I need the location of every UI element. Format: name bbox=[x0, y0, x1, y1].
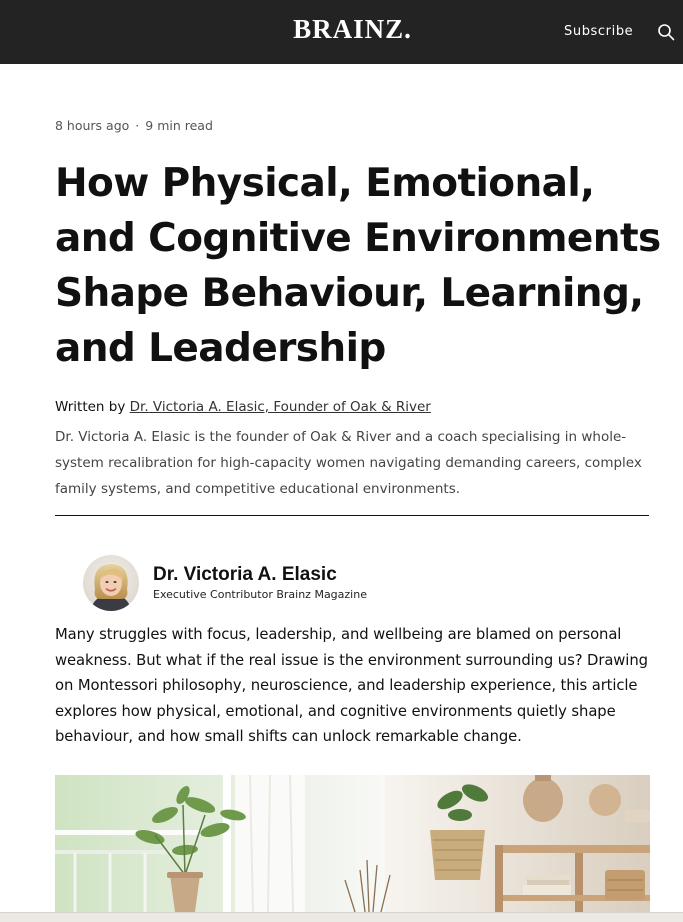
search-icon[interactable] bbox=[657, 23, 675, 41]
top-navigation-bar bbox=[0, 0, 683, 64]
author-link[interactable]: Dr. Victoria A. Elasic, Founder of Oak & River bbox=[129, 399, 431, 415]
article-meta bbox=[55, 118, 213, 133]
author-bio: Dr. Victoria A. Elasic is the founder of Oak & River and a coach specialising in whole-system recalibration for high-capacity women navigating demanding careers, complex family systems, and competitive educational environments. bbox=[55, 429, 642, 497]
byline-prefix: Written by bbox=[55, 399, 126, 415]
meta-separator: · bbox=[135, 118, 140, 133]
article-title: How Physical, Emotional, and Cognitive Environments Shape Behaviour, Learning, and Leadership bbox=[55, 161, 661, 371]
brainz-logo[interactable]: BRAINZ. bbox=[293, 14, 412, 44]
posted-time: 8 hours ago bbox=[55, 118, 130, 133]
article-lead: Many struggles with focus, leadership, and wellbeing are blamed on personal weakness. But what if the real issue is the environment surrounding us? Drawing on Montessori philosophy, neuroscience, and leadership experience, this article explores how physical, emotional, and cognitive environments quietly shape behaviour, and how small shifts can unlock remarkable change. bbox=[55, 626, 648, 745]
author-avatar[interactable] bbox=[83, 555, 139, 611]
author-role: Executive Contributor Brainz Magazine bbox=[153, 588, 367, 601]
subscribe-button[interactable]: Subscribe bbox=[564, 24, 634, 39]
bottom-edge bbox=[0, 912, 683, 922]
hero-image bbox=[55, 775, 650, 912]
read-time: 9 min read bbox=[145, 118, 213, 133]
author-name[interactable]: Dr. Victoria A. Elasic bbox=[153, 564, 337, 585]
section-divider bbox=[55, 515, 649, 516]
byline bbox=[55, 399, 431, 415]
